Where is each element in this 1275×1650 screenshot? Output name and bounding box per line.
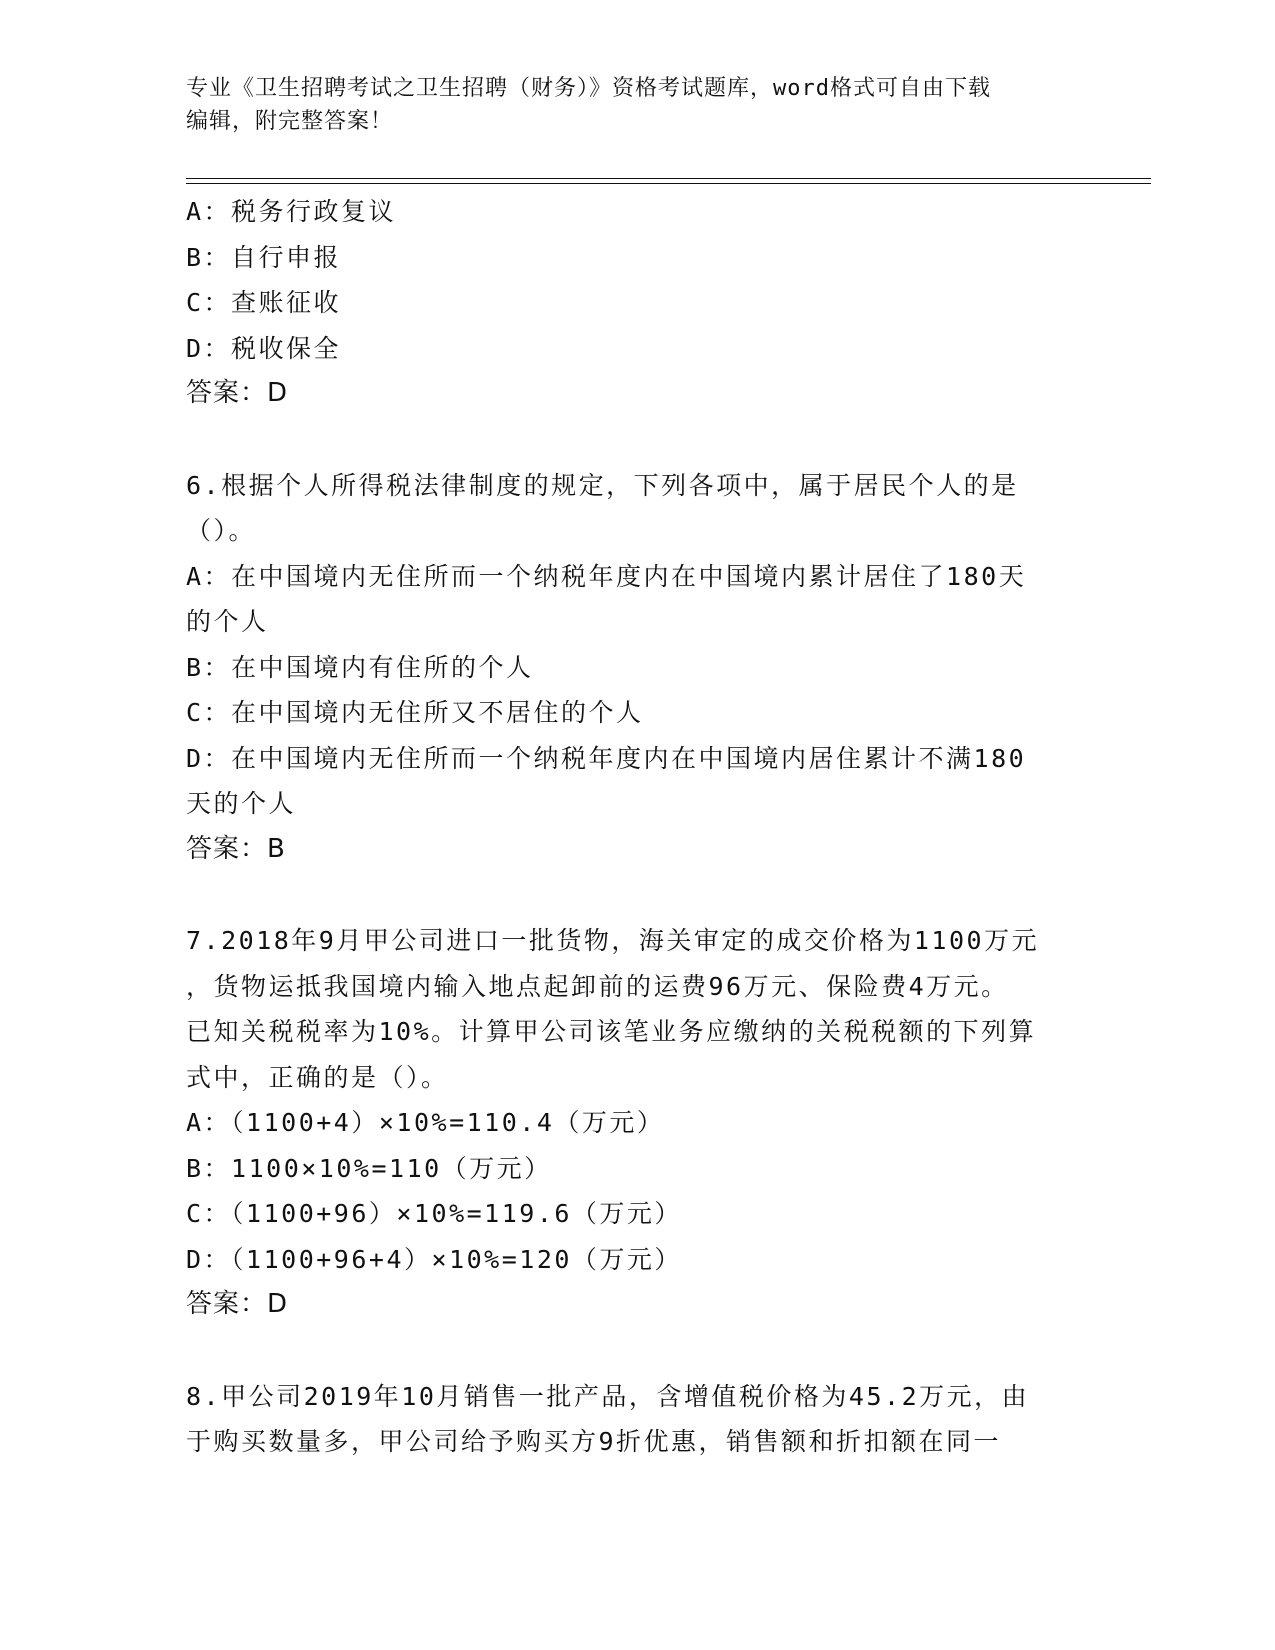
option-d-cont: 天的个人 [186,789,297,818]
question-6 [186,463,1086,873]
option-b: B：1100×10%=110（万元） [186,1153,552,1183]
answer-label: 答案：B [186,833,286,864]
spacer [186,1328,1086,1374]
question-8 [186,1374,1086,1465]
option-d: D：税收保全 [186,333,342,363]
question-stem: 8.甲公司2019年10月销售一批产品，含增值税价格为45.2万元，由 [186,1381,1030,1411]
option-d: D：在中国境内无住所而一个纳税年度内在中国境内居住累计不满180 [186,743,1027,773]
option-c: C：查账征收 [186,288,342,317]
option-d: D：（1100+96+4）×10%=120（万元） [186,1244,682,1274]
option-a-cont: 的个人 [186,607,269,636]
question-7 [186,918,1086,1328]
question-stem: 式中，正确的是（）。 [186,1062,449,1092]
spacer [186,417,1086,463]
question-stem: 7.2018年9月甲公司进口一批货物，海关审定的成交价格为1100万元 [186,926,1040,955]
spacer [186,872,1086,918]
option-c: C：在中国境内无住所又不居住的个人 [186,698,644,727]
option-a: A：在中国境内无住所而一个纳税年度内在中国境内累计居住了180天 [186,561,1027,591]
header-line: 编辑，附完整答案！ [186,109,394,134]
question-stem: （）。 [186,516,257,545]
option-a: A：税务行政复议 [186,197,397,226]
document-header [186,72,1086,138]
question-stem: 已知关税税率为10%。计算甲公司该笔业务应缴纳的关税税额的下列算 [186,1017,1037,1046]
question-5-options [186,189,1086,417]
header-rule-top [186,178,1151,179]
question-stem: ，货物运抵我国境内输入地点起卸前的运费96万元、保险费4万元。 [186,971,1009,1001]
question-content [186,189,1086,1465]
header-rule-bottom [186,183,1151,184]
option-b: B：在中国境内有住所的个人 [186,652,534,682]
answer-label: 答案：D [186,1289,289,1319]
question-stem: 于购买数量多，甲公司给予购买方9折优惠，销售额和折扣额在同一 [186,1427,1002,1456]
option-a: A：（1100+4）×10%=110.4（万元） [186,1108,665,1137]
option-b: B：自行申报 [186,242,342,272]
answer-label: 答案：D [186,378,289,408]
option-c: C：（1100+96）×10%=119.6（万元） [186,1199,682,1228]
question-stem: 6.根据个人所得税法律制度的规定，下列各项中，属于居民个人的是 [186,470,1019,500]
header-line: 专业《卫生招聘考试之卫生招聘（财务）》资格考试题库，word格式可自由下载 [186,76,991,101]
